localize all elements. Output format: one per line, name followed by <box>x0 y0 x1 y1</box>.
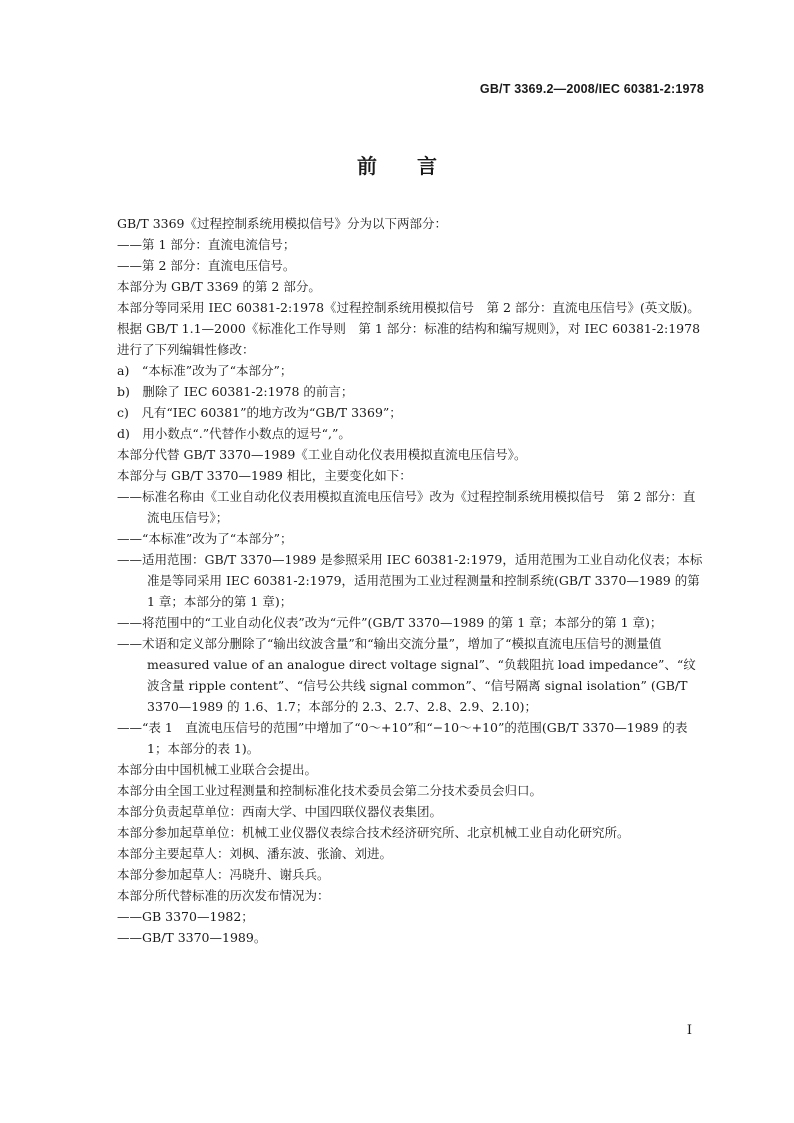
paragraph: 根据 GB/T 1.1—2000《标准化工作导则 第 1 部分：标准的结构和编写规则》，对 IEC 60381-2:1978 进行了下列编辑性修改： <box>117 321 701 357</box>
paragraph: 本部分由中国机械工业联合会提出。 <box>117 762 318 777</box>
list-item: b) 删除了 IEC 60381-2:1978 的前言； <box>117 384 354 399</box>
paragraph: 本部分参加起草人：冯晓升、谢兵兵。 <box>117 867 330 882</box>
history-item: ——GB 3370—1982； <box>117 909 254 924</box>
list-item: d) 用小数点“.”代替作小数点的逗号“,”。 <box>117 426 351 441</box>
page-title: 前言 <box>357 154 477 178</box>
paragraph: 本部分与 GB/T 3370—1989 相比，主要变化如下： <box>117 468 412 483</box>
change-item: ——将范围中的“工业自动化仪表”改为“元件”(GB/T 3370—1989 的第 1 章；本部分的第 1 章)； <box>117 615 663 630</box>
paragraph: 本部分负责起草单位：西南大学、中国四联仪器仪表集团。 <box>117 804 443 819</box>
list-item: a) “本标准”改为了“本部分”； <box>117 363 293 378</box>
paragraph: GB/T 3369《过程控制系统用模拟信号》分为以下两部分： <box>117 216 448 231</box>
paragraph: 本部分代替 GB/T 3370—1989《工业自动化仪表用模拟直流电压信号》。 <box>117 447 527 462</box>
page-number: I <box>686 1023 692 1038</box>
paragraph: 本部分为 GB/T 3369 的第 2 部分。 <box>117 279 321 294</box>
paragraph: 本部分等同采用 IEC 60381-2:1978《过程控制系统用模拟信号 第 2 部分：直流电压信号》(英文版)。 <box>117 300 700 315</box>
change-item: ——术语和定义部分删除了“输出纹波含量”和“输出交流分量”，增加了“模拟直流电压信号的测量值 measured value of an analogue direct voltage signal”、“负载阻抗 load impedance”、“纹波含量 ripple content”、“信号公共线 signal common”、“信号隔离 signal isolation” (GB/T 3370—1989 的 1.6、1.7；本部分的 2.3、2.7、2.8、2.9、2.10)； <box>117 636 696 714</box>
foreword-body <box>117 213 707 948</box>
paragraph: 本部分所代替标准的历次发布情况为： <box>117 888 330 903</box>
paragraph: 本部分由全国工业过程测量和控制标准化技术委员会第二分技术委员会归口。 <box>117 783 543 798</box>
change-item: ——“本标准”改为了“本部分”； <box>117 531 293 546</box>
paragraph: ——第 1 部分：直流电流信号； <box>117 237 296 252</box>
paragraph: 本部分参加起草单位：机械工业仪器仪表综合技术经济研究所、北京机械工业自动化研究所。 <box>117 825 630 840</box>
change-item: ——标准名称由《工业自动化仪表用模拟直流电压信号》改为《过程控制系统用模拟信号 第 2 部分：直流电压信号》； <box>117 489 696 525</box>
standard-code-header: GB/T 3369.2—2008/IEC 60381-2:1978 <box>479 82 704 96</box>
history-item: ——GB/T 3370—1989。 <box>117 930 267 945</box>
paragraph: ——第 2 部分：直流电压信号。 <box>117 258 296 273</box>
change-item: ——适用范围：GB/T 3370—1989 是参照采用 IEC 60381-2:1979，适用范围为工业自动化仪表；本标准是等同采用 IEC 60381-2:1979，适用范围为工业过程测量和控制系统(GB/T 3370—1989 的第 1 章；本部分的第 1 章)； <box>117 552 703 609</box>
change-item: ——“表 1 直流电压信号的范围”中增加了“0～+10”和“−10～+10”的范围(GB/T 3370—1989 的表 1；本部分的表 1)。 <box>117 720 688 756</box>
paragraph: 本部分主要起草人：刘枫、潘东波、张渝、刘进。 <box>117 846 393 861</box>
list-item: c) 凡有“IEC 60381”的地方改为“GB/T 3369”； <box>117 405 402 420</box>
